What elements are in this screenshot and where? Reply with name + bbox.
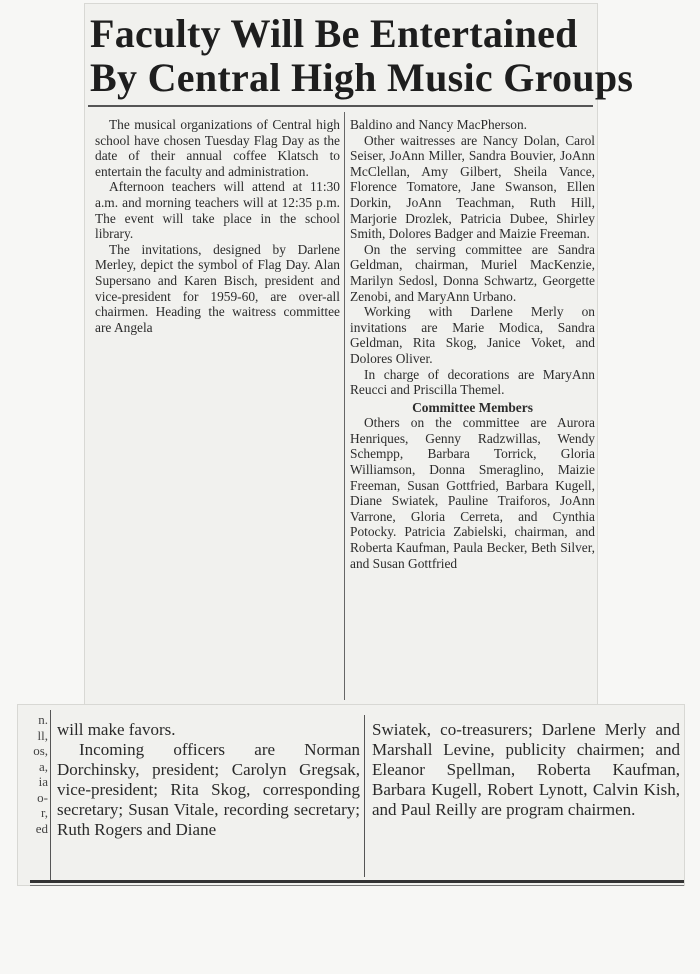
paragraph: Other waitresses are Nancy Dolan, Carol Seiser, JoAnn Miller, Sandra Bouvier, JoAnn McClellan, Amy Gilbert, Sheila Vance, Florence Tomatore, Jane Swanson, Ellen Dorkin, JoAnn Teachman, Ruth Hill, Marjorie Drozlek, Patricia Dubee, Shirley Smith, Dolores Badger and Maizie Freeman. (350, 132, 595, 242)
paragraph: The musical organizations of Central high school have chosen Tuesday Flag Day as the date of their annual coffee Klatsch to entertain the faculty and administration. (95, 117, 340, 179)
continuation-column-2 (372, 720, 680, 820)
paragraph: On the serving committee are Sandra Geldman, chairman, Muriel MacKenzie, Marilyn Sedosl, Donna Schwartz, Georgette Zenobi, and MaryAnn Urbano. (350, 241, 595, 304)
column-divider (364, 715, 365, 877)
continuation-column-1 (57, 720, 360, 840)
paragraph: Others on the committee are Aurora Henriques, Genny Radzwillas, Wendy Schempp, Barbara Torrick, Gloria Williamson, Donna Smeraglino, Maizie Freeman, Susan Gottfried, Barbara Kugell, Diane Swiatek, Pauline Traiforos, JoAnn Varrone, Gloria Cerreta, and Cynthia Potocky. Patricia Zabielski, chairman, and Roberta Kaufman, Paula Becker, Beth Silver, and Susan Gottfried (350, 415, 595, 571)
headline-line-1: Faculty Will Be Entertained (90, 11, 578, 56)
column-divider (344, 112, 345, 700)
paragraph: will make favors. (57, 720, 176, 739)
fragment: o- (37, 789, 48, 805)
paragraph: Afternoon teachers will attend at 11:30 a.m. and morning teachers will at 12:35 p.m. The event will take place in the school library. (95, 179, 340, 242)
column-divider (50, 710, 51, 880)
cut-column-fragments (22, 712, 48, 880)
fragment: ia (38, 774, 48, 789)
headline (90, 11, 634, 100)
bottom-rule (30, 885, 684, 886)
paragraph: In charge of decorations are MaryAnn Reucci and Priscilla Themel. (350, 366, 595, 398)
fragment: r, (40, 805, 48, 820)
headline-divider (88, 105, 593, 107)
paragraph: The invitations, designed by Darlene Merley, depict the symbol of Flag Day. Alan Supersano and Karen Bisch, president and vice-president for 1959-60, are over-all chairmen. Heading the waitress committee are Angela (95, 241, 340, 335)
fragment: a, (38, 758, 48, 774)
fragment: n. (38, 712, 48, 727)
article-column-left (95, 117, 340, 335)
paragraph: Incoming officers are Norman Dorchinsky, president; Carolyn Gregsak, vice-president; Rita Skog, corresponding secretary; Susan Vitale, recording secretary; Ruth Rogers and Diane (57, 740, 360, 839)
paragraph: Baldino and Nancy MacPherson. (350, 117, 528, 132)
subhead: Committee Members (412, 399, 533, 415)
paragraph: Working with Darlene Merly on invitations are Marie Modica, Sandra Geldman, Rita Skog, Janice Voket, and Dolores Oliver. (350, 304, 595, 366)
headline-line-2: By Central High Music Groups (90, 55, 634, 100)
fragment: ed (35, 820, 48, 836)
article-column-right (350, 117, 595, 571)
paragraph: Swiatek, co-treasurers; Darlene Merly and Marshall Levine, publicity chairmen; and Eleanor Spellman, Roberta Kaufman, Barbara Kugell, Robert Lynott, Calvin Kish, and Paul Reilly are program chairmen. (372, 720, 680, 819)
fragment: ll, (37, 727, 48, 743)
bottom-rule (30, 880, 684, 883)
fragment: os, (33, 743, 48, 758)
